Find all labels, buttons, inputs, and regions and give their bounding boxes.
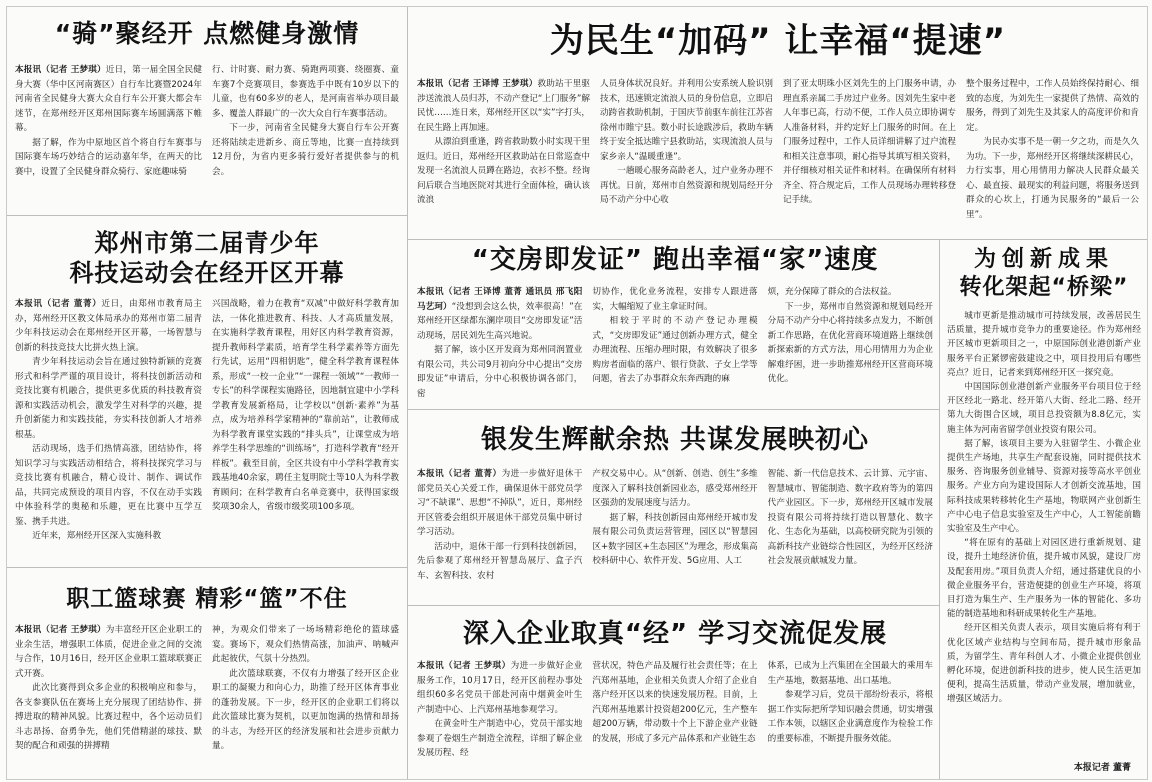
newspaper-page xyxy=(6,6,1148,780)
text-column xyxy=(212,63,399,211)
paragraph: 切协作，优化业务流程，安排专人跟进落实，大幅缩短了业主拿证时间。 xyxy=(592,287,758,312)
text-column xyxy=(15,63,202,211)
article-property xyxy=(417,243,933,405)
text-column xyxy=(212,297,399,563)
article-basketball xyxy=(15,573,399,775)
article-headline: 银发生辉献余热 共谋发展映初心 xyxy=(480,425,870,455)
text-column xyxy=(592,659,757,775)
dateline: 本报讯（记者 王译博 王梦琪） xyxy=(417,79,538,89)
paragraph: 下一步，河南省全民健身大赛自行车公开赛还将陆续走进新乡、商丘等地，比赛一直持续到12月份，为省内更多骑行爱好者提供参与的机会。 xyxy=(212,123,399,177)
paragraph: 整个服务过程中，工作人员始终保持耐心、细致的态度，为刘先生一家提供了热情、高效的服务，得到了刘先生及其家人的高度评价和肯定。 xyxy=(966,79,1139,133)
article-silver xyxy=(417,415,933,601)
section-divider xyxy=(7,567,407,568)
dateline: 本报讯（记者 董菁） xyxy=(15,299,102,309)
paragraph: 此次比赛得到众多企业的积极响应和参与，各支参赛队伍在赛场上充分展现了团结协作、拼搏进取的精神风貌。比赛过程中，各个运动员们斗志昂扬、奋勇争先，他们凭借精湛的球技、默契的配合和顽强的拼搏精 xyxy=(15,683,202,751)
text-column xyxy=(417,659,582,775)
paragraph: “将在原有的基础上对园区进行重新规划、建设，提升土地经济价值，提升城市风貌，建设厂房及配套用房。”项目负责人介绍，通过搭建优良的小微企业服务平台，营造便捷的创业生产环境，将项目打造为集生产、生产服务为一体的智能化、多功能的制造基地和科研成果转化生产基地。 xyxy=(947,538,1141,620)
paragraph: 近年来，郑州经开区深入实施科教 xyxy=(32,531,162,541)
text-column xyxy=(783,77,956,235)
text-column xyxy=(15,623,202,775)
article-headline: 为民生“加码” 让幸福“提速” xyxy=(549,21,1007,61)
text-column xyxy=(15,297,202,563)
section-divider xyxy=(7,215,407,216)
paragraph: 近日，第一届全国全民健身大赛（华中区河南赛区）自行车比赛暨2024年河南省全民健身大赛大众自行车公开赛大都会车迷节，在郑州经开区郑州国际赛车场圆满落下帷幕。 xyxy=(15,65,202,133)
article-youth-tech xyxy=(15,221,399,563)
article-headline-line1: 郑州市第二届青少年 xyxy=(94,229,320,257)
paragraph: 体系，已成为上汽集团在全国最大的乘用车生产基地，数据基地、出口基地。 xyxy=(767,661,933,686)
article-headline: 职工篮球赛 精彩“篮”不住 xyxy=(66,586,348,612)
paragraph: 在黄金叶生产制造中心，党员干部实地参观了卷烟生产制造全流程，详细了解企业发展历程、经 xyxy=(417,719,583,758)
article-cycling xyxy=(15,15,399,211)
article-enterprise xyxy=(417,611,933,775)
paragraph: 行、计时赛、耐力赛、骑跑两项赛、绕圈赛、童车赛7个竞赛项目，参赛选手中既有10岁以下的儿童，也有60多岁的老人，是河南省举办项目最多、覆盖人群最广的一次大众自行车赛事活动。 xyxy=(212,65,399,119)
paragraph: 活动中，退休干部一行到科技创新园，先后参观了郑州经开智慧岛展厅、盒子汽车、玄智科技、农村 xyxy=(417,541,583,581)
text-column xyxy=(966,77,1139,235)
paragraph: 神，为观众们带来了一场场精彩绝伦的篮球盛宴。赛场下，观众们热情高涨，加油声、呐喊声此起彼伏，气氛十分热烈。 xyxy=(212,625,399,664)
text-column xyxy=(768,467,933,601)
paragraph: 据了解，科技创新园由郑州经开城市发展有限公司负责运营管理，园区以“智慧园区+数字园区+生态园区”为理念，形成集高校科研中心、软件开发、5G应用、人工 xyxy=(592,512,758,566)
text-column xyxy=(417,285,582,405)
paragraph: “没想到会这么快，效率很高！”在郑州经开区绿都东澜岸项目“交房即发证”活动现场，居民刘先生高兴地说。 xyxy=(417,301,583,341)
paragraph: 智能、新一代信息技术、云计算、元宇宙、智慧城市、智能制造、数字政府等为的第四代产业园区。下一步，郑州经开区城市发展投资有限公司将持续打造以智慧化、数字化、生态化为基础，以高校研究院为引领的高新科技产业链综合性园区，为经开区经济社会发展贡献城发力量。 xyxy=(767,469,933,566)
paragraph: 青少年科技运动会旨在通过独特新颖的竞赛形式和科学严谨的项目设计，将科技创新活动和竞技比赛有机融合，提供更多优质的科技教育资源和实践活动机会，激发学生对科学的兴趣，提升创新能力和实践技能，夯实科技创新人才培养根基。 xyxy=(15,357,202,440)
dateline: 本报讯（记者 王梦琪） xyxy=(417,661,511,671)
paragraph: 据了解，该项目主要为入驻留学生、小微企业提供生产场地，共享生产配套设施，同时提供技术服务、咨询服务创业辅导、资源对接等高水平创业服务。产业方向为建设国际人才创新交流基地，国际科技成果转移转化生产基地，物联网产业创新生产中心电子信息实验室及生产中心，人工智能前瞻实验室及生产中心。 xyxy=(947,438,1141,535)
article-innovation xyxy=(947,243,1141,775)
text-column xyxy=(417,467,582,601)
paragraph: 据了解，作为中原地区首个将自行车赛事与国际赛车场巧妙结合的运动嘉年华，在两天的比赛中，设置了全民健身群众骑行、家庭趣味骑 xyxy=(15,137,202,177)
column-divider xyxy=(939,239,940,779)
paragraph: 此次篮球联赛，不仅有力增强了经开区企业职工的凝聚力和向心力，助推了经开区体育事业的蓬勃发展。下一步，经开区的企业职工们将以此次篮球比赛为契机，以更加饱满的热情和昂扬的斗志，为经开区的经济发展和社会进步贡献力量。 xyxy=(212,668,399,751)
paragraph: 兴国战略，着力在教育“双减”中做好科学教育加法，一体化推进教育、科技、人才高质量发展，在实施科学教育课程，用好区内科学教育资源，提升教师科学素质，培育学生科学素养等方面先行先试，运用“四相钥匙”，健全科学教育课程体系，形成“一校一企业”“一课程一领域”“一教师一专长”的科学课程实施路径，因地制宜建中小学科学教育发展新格局，让学校以“创新·素养”为基点，成为培养科学家精神的“靠前站”，让教师成为科学教育课堂实践的“排头兵”，让课堂成为培养学生科学思维的“训练场”，打造科学教育“经开样板”。截至目前，全区共设有中小学科学教育实践基地40余家，聘任主复明院士等10人为科学教育顾问；在科学教育白名单竞赛中，获得国家级奖项30余人，省级市级奖项100多项。 xyxy=(212,299,399,512)
text-column xyxy=(768,659,933,775)
dateline: 本报讯（记者 王译博 董菁 通讯员 邢飞阳 马艺珂） xyxy=(417,287,583,312)
paragraph: 产权交易中心。从“创新、创造、创生”多维度深入了解科技创新园业态，感受郑州经开区强劲的发展速度与活力。 xyxy=(592,469,758,508)
article-headline-line1: 为创新成果 xyxy=(973,247,1114,272)
article-livelihood xyxy=(417,15,1139,235)
paragraph: 参观学习后，党员干部纷纷表示，将根据工作实际把所学知识融会贯通，切实增强工作本领，以辖区企业满意度作为检验工作的重要标准，不断提升服务效能。 xyxy=(767,690,933,744)
paragraph: 人员身体状况良好。并利用公安系统人脸识别技术，迅速锁定流浪人员的身份信息，立即启动跨省救助机制，于国庆节前驱车前往江苏省徐州市睢宁县。数小时长途跋涉后，救助车辆终于安全抵达睢宁县救助站，实现流浪人员与家乡亲人“温暖重逢”。 xyxy=(600,79,773,162)
dateline: 本报讯（记者 董菁） xyxy=(417,469,502,479)
paragraph: 到了亚太明珠小区刘先生的上门服务申请，办理直系亲属二手房过户业务。因刘先生家中老人年事已高，行动不便，工作人员立即协调专人准备材料，并约定好上门服务的时间。在上门服务过程中，工作人员详细讲解了过户流程和相关注意事项，耐心指导其填写相关资料，并仔细核对相关证件和材料。在确保所有材料齐全、符合规定后，工作人员现场办理转移登记手续。 xyxy=(783,79,956,205)
article-headline: “骑”聚经开 点燃健身激情 xyxy=(54,19,360,48)
article-headline: 深入企业取真“经” 学习交流促发展 xyxy=(462,619,888,649)
paragraph: 下一步，郑州市自然资源和规划局经开分局不动产分中心将持续多点发力，不断创新工作思路，在优化营商环境道路上继续创新探索新的方式方法，用心用情用力为企业解难纾困，进一步助推郑州经开区营商环境优化。 xyxy=(767,301,933,384)
text-column xyxy=(212,623,399,775)
article-headline-line2: 转化架起“桥梁” xyxy=(959,275,1129,300)
text-column xyxy=(592,285,757,405)
paragraph: 活动现场，选手们热情高涨，团结协作，将知识学习与实践活动相结合，将科技探究学习与竞技比赛有机融合，精心设计、制作、调试作品，共同完成预设的项目内容，不仅在动手实践中体验科学的奥秘和乐趣，更在比赛中互学互鉴、携手共进。 xyxy=(15,444,202,527)
paragraph: 为进一步做好退休干部党员关心关爱工作，确保退休干部党员学习“不缺课”、思想“不掉队”，近日，郑州经开区管委会组织开展退休干部党员集中研讨学习活动。 xyxy=(417,469,583,537)
paragraph: 为进一步做好企业服务工作，10月17日，经开区前程办事处组织60多名党员干部赴河南中烟黄金叶生产制造中心、上汽郑州基地参观学习。 xyxy=(417,661,583,715)
paragraph: 中国国际创业港创新产业服务平台项目位于经开区经北一路北、经开第八大街、经北二路、经开第九大街围合区域，项目总投资额为8.8亿元，实施主体为河南省留学创业投资有限公司。 xyxy=(947,382,1141,435)
article-headline: “交房即发证” 跑出幸福“家”速度 xyxy=(471,245,879,275)
section-divider xyxy=(407,409,939,410)
paragraph: 从漂泊到重逢，跨省救助数小时实现干里返归。近日，郑州经开区救助站在日常巡查中发现一名流浪人员蹲在路边，衣衫不整。经询问后联合当地医院对其进行全面体检，确认该流浪 xyxy=(417,137,590,205)
paragraph: 一趟暖心服务高龄老人，过户业务办理不再忧。日前，郑州市自然资源和规划局经开分局不动产分中心收 xyxy=(600,166,773,205)
text-column xyxy=(768,285,933,405)
paragraph: 近日，由郑州市教育局主办，郑州经开区教文体局承办的郑州市第二届青少年科技运动会在郑州经开区开幕，一场智慧与创新的科技竞技大比拼火热上演。 xyxy=(15,299,202,353)
paragraph: 救助站干里驱涉送流浪人员归苏，不动产登记“上门服务”解民忧……连日来，郑州经开区以“实”字打头，在民生路上再加速。 xyxy=(417,79,590,133)
text-column xyxy=(417,77,590,235)
paragraph: 据了解，该小区开发商为郑州同润置业有限公司，共公司9月初向分中心提出“交房即发证”申请后，分中心积极协调各部门，密 xyxy=(417,345,583,399)
paragraph: 为民办实事不是一朝一夕之功，而是久久为功。下一步，郑州经开区将继续深耕民心，力行实事，用心用情用力解决人民群众最关心、最直接、最现实的利益问题，将服务送到群众的心坎上，打通为民服务的“最后一公里”。 xyxy=(966,137,1139,220)
dateline: 本报讯（记者 王梦琪） xyxy=(15,625,106,635)
paragraph: 相较于平时的不动产登记办理模式，“交房即发证”通过创新办理方式，健全办理流程、压缩办理时限，有效解决了很多购房者面临的落户、银行贷款、子女上学等问题，省去了办事群众东奔西跑的麻 xyxy=(592,316,758,384)
column-divider xyxy=(407,7,408,779)
paragraph: 城市更新是推动城市可持续发展，改善居民生活质量，提升城市竞争力的重要途径。作为郑州经开区城市更新项目之一，中原国际创业港创新产业服务平台正紧锣密鼓建设之中，项目投用后有哪些亮点？近日，记者来到郑州经开区一探究竟。 xyxy=(947,311,1141,378)
paragraph: 为丰富经开区企业职工的业余生活，增强职工体质，促进企业之间的交流与合作，10月16日，经开区企业职工篮球联赛正式开赛。 xyxy=(15,625,202,679)
text-column xyxy=(600,77,773,235)
paragraph: 经开区相关负责人表示，项目实施后将有利于优化区域产业结构与空间布局，提升城市形象品质，为留学生、青年科创人才、小微企业提供创业孵化环境，促进创新科技的进步，使人民生活更加便利，提高生活质量，带动产业发展，增加就业，增强区域活力。 xyxy=(947,623,1141,705)
text-column xyxy=(592,467,757,601)
section-divider xyxy=(407,239,1147,240)
section-divider xyxy=(407,605,939,606)
article-headline-line2: 科技运动会在经开区开幕 xyxy=(69,259,345,287)
text-column xyxy=(947,309,1141,759)
paragraph: 营状况，特色产品及履行社会责任等；在上汽郑州基地，企业相关负责人介绍了企业自落户经开区以来的快速发展历程。目前，上汽郑州基地累计投资超200亿元，生产整车超200万辆，带动数十个上下游企业产业链的发展，形成了多元产品体系和产业链生态 xyxy=(592,661,758,744)
paragraph: 烦，充分保障了群众的合法权益。 xyxy=(767,287,897,297)
dateline: 本报讯（记者 王梦琪） xyxy=(15,65,106,75)
byline: 本报记者 董菁 xyxy=(1073,763,1131,773)
